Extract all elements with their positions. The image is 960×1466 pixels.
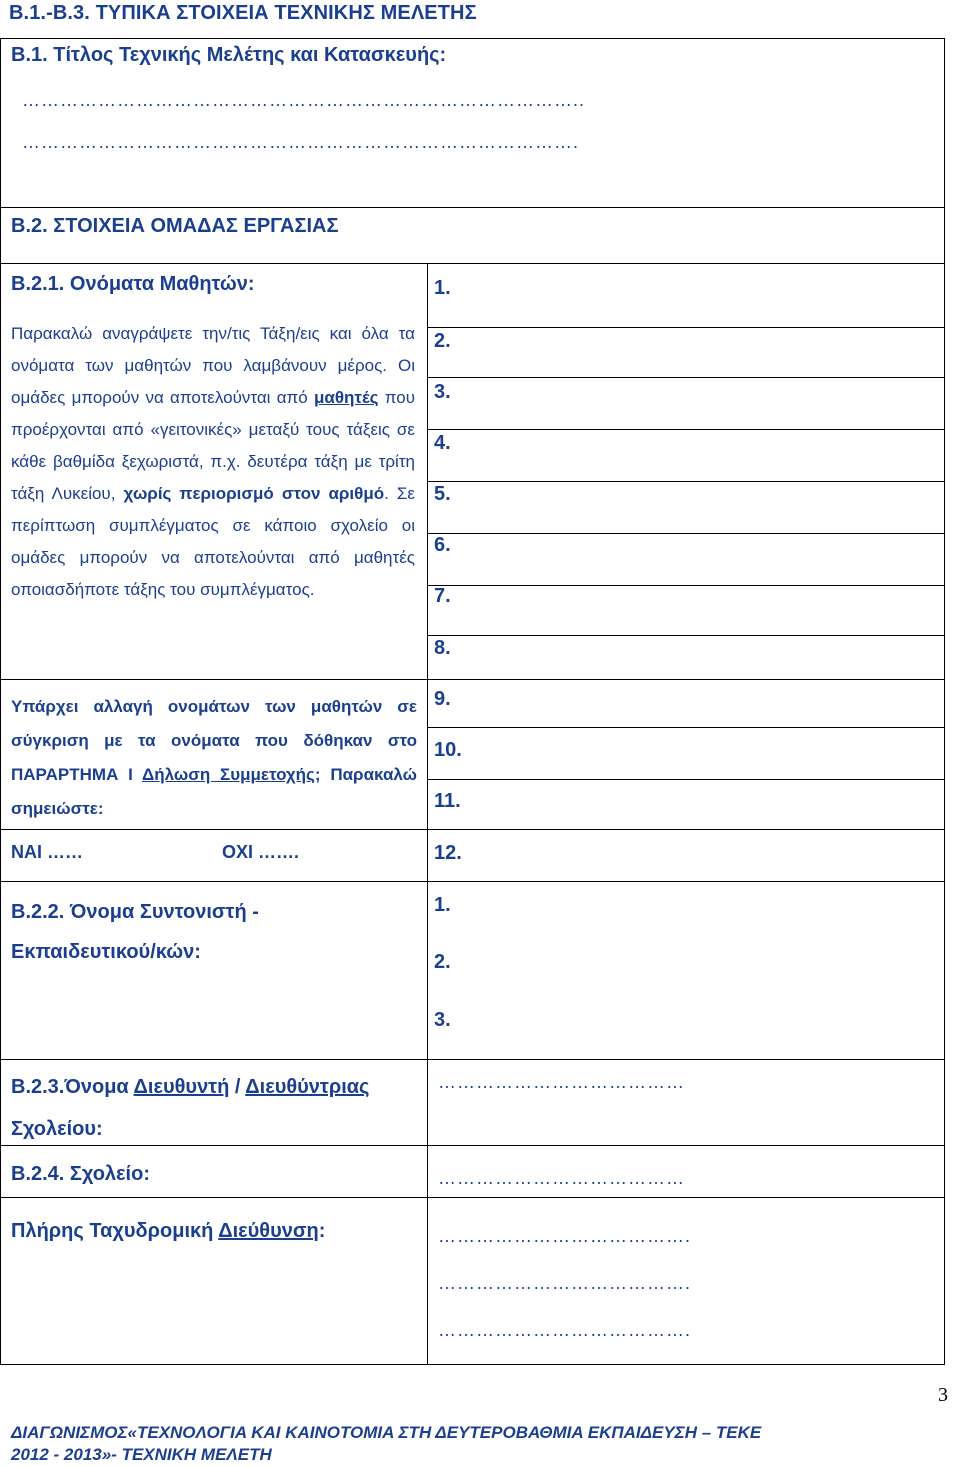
- section-b22-label: Β.2.2. Όνομα Συντονιστή - Εκπαιδευτικού/κών:: [11, 901, 259, 963]
- instructions-text: Παρακαλώ αναγράψετε την/τις Τάξη/εις και όλα τα ονόματα των μαθητών που λαμβάνουν μέρος. Οι ομάδες μπορούν να αποτελούνται από: [11, 324, 415, 407]
- principal-name-field[interactable]: …………………………………: [438, 1072, 685, 1092]
- student-number[interactable]: 12.: [434, 842, 462, 864]
- section-b21-label: Β.2.1. Ονόματα Μαθητών:: [11, 273, 255, 295]
- number-row-divider: [428, 635, 944, 636]
- instructions-bold: χωρίς περιορισμό στον αριθμό: [123, 484, 385, 503]
- section-b23-label: [11, 1066, 426, 1150]
- question-text: Υπάρχει αλλαγή ονομάτων των μαθητών σε σύγκριση με τα ονόματα που δόθηκαν στο ΠΑΡΑΡΤΗΜΑ Ι: [11, 697, 417, 784]
- row-divider: [1, 263, 944, 264]
- student-number[interactable]: 6.: [434, 534, 451, 556]
- address-label: [11, 1220, 325, 1243]
- number-row-divider: [428, 585, 944, 586]
- student-number[interactable]: 11.: [434, 790, 461, 812]
- coordinator-number[interactable]: 3.: [434, 1009, 451, 1031]
- no-option[interactable]: ΟΧΙ …….: [222, 842, 300, 862]
- row-divider: [1, 1197, 944, 1198]
- label-text: Σχολείου:: [11, 1118, 103, 1140]
- footer-line-2: 2012 - 2013»- ΤΕΧΝΙΚΗ ΜΕΛΕΤΗ: [11, 1445, 272, 1464]
- row-divider: [1, 829, 944, 830]
- footer: [11, 1422, 911, 1466]
- instructions-emphasis: μαθητές: [313, 388, 379, 407]
- number-row-divider: [428, 429, 944, 430]
- label-text: :: [318, 1220, 326, 1242]
- label-text: /: [229, 1076, 246, 1098]
- number-row-divider: [428, 727, 944, 728]
- page-title: Β.1.-Β.3. ΤΥΠΙΚΑ ΣΤΟΙΧΕΙΑ ΤΕΧΝΙΚΗΣ ΜΕΛΕΤΗΣ: [9, 2, 477, 24]
- question-link-text: Δήλωση Συμμετοχής: [142, 765, 315, 784]
- number-row-divider: [428, 779, 944, 780]
- row-divider: [1, 207, 944, 208]
- school-field[interactable]: …………………………………: [438, 1168, 685, 1188]
- footer-line-1: ΔΙΑΓΩΝΙΣΜΟΣ«ΤΕΧΝΟΛΟΓΙΑ ΚΑΙ ΚΑΙΝΟΤΟΜΙΑ ΣΤΗ ΔΕΥΤΕΡΟΒΑΘΜΙΑ ΕΚΠΑΙΔΕΥΣΗ – ΤΕΚΕ: [11, 1423, 762, 1442]
- section-b2-label: Β.2. ΣΤΟΙΧΕΙΑ ΟΜΑΔΑΣ ΕΡΓΑΣΙΑΣ: [11, 215, 339, 237]
- student-number[interactable]: 7.: [434, 585, 451, 607]
- label-underlined: Διευθυντή: [133, 1076, 230, 1098]
- number-row-divider: [428, 481, 944, 482]
- number-row-divider: [428, 377, 944, 378]
- section-b24-label: Β.2.4. Σχολείο:: [11, 1163, 150, 1185]
- name-change-question: [11, 690, 417, 826]
- yes-option[interactable]: ΝΑΙ ……: [11, 842, 83, 862]
- label-text: Πλήρης Ταχυδρομική: [11, 1220, 219, 1242]
- question-text: ; Παρακαλώ σημειώστε:: [11, 765, 418, 818]
- student-number[interactable]: 1.: [434, 277, 451, 299]
- page-number: 3: [938, 1384, 948, 1406]
- title-fill-line-2[interactable]: …………………………………………………………………………….: [22, 132, 580, 152]
- row-divider: [1, 881, 944, 882]
- student-number[interactable]: 2.: [434, 330, 451, 352]
- label-underlined: Διεύθυνση: [218, 1220, 319, 1242]
- student-number[interactable]: 5.: [434, 483, 451, 505]
- number-row-divider: [428, 327, 944, 328]
- address-line-3[interactable]: ………………………………….: [438, 1320, 692, 1340]
- coordinator-number[interactable]: 1.: [434, 894, 451, 916]
- number-row-divider: [428, 679, 944, 680]
- row-divider: [1, 1059, 944, 1060]
- section-b1-label: Β.1. Τίτλος Τεχνικής Μελέτης και Κατασκευής:: [11, 44, 447, 66]
- address-line-1[interactable]: ………………………………….: [438, 1226, 692, 1246]
- instructions-text: . Σε περίπτωση συμπλέγματος σε κάποιο σχολείο οι ομάδες μπορούν να αποτελούνται από μαθητές οποιασδήποτε τάξης του συμπλέγματος.: [11, 484, 415, 599]
- students-instructions: [11, 318, 415, 606]
- address-line-2[interactable]: ………………………………….: [438, 1273, 692, 1293]
- label-underlined: Διευθύντριας: [245, 1076, 370, 1098]
- paragraph-divider: [1, 679, 427, 680]
- student-number[interactable]: 10.: [434, 739, 462, 761]
- student-number[interactable]: 9.: [434, 688, 451, 710]
- number-row-divider: [428, 533, 944, 534]
- label-text: Β.2.3.Όνομα: [11, 1076, 134, 1098]
- student-number[interactable]: 3.: [434, 381, 451, 403]
- student-number[interactable]: 4.: [434, 432, 451, 454]
- student-number[interactable]: 8.: [434, 637, 451, 659]
- instructions-text: που προέρχονται από «γειτονικές» μεταξύ τους τάξεις σε κάθε βαθμίδα ξεχωριστά, π.χ. δευτέρα τάξη με τρίτη τάξη Λυκείου,: [11, 388, 415, 503]
- coordinator-number[interactable]: 2.: [434, 951, 451, 973]
- title-fill-line-1[interactable]: ……………………………………………………………………………..: [22, 90, 586, 110]
